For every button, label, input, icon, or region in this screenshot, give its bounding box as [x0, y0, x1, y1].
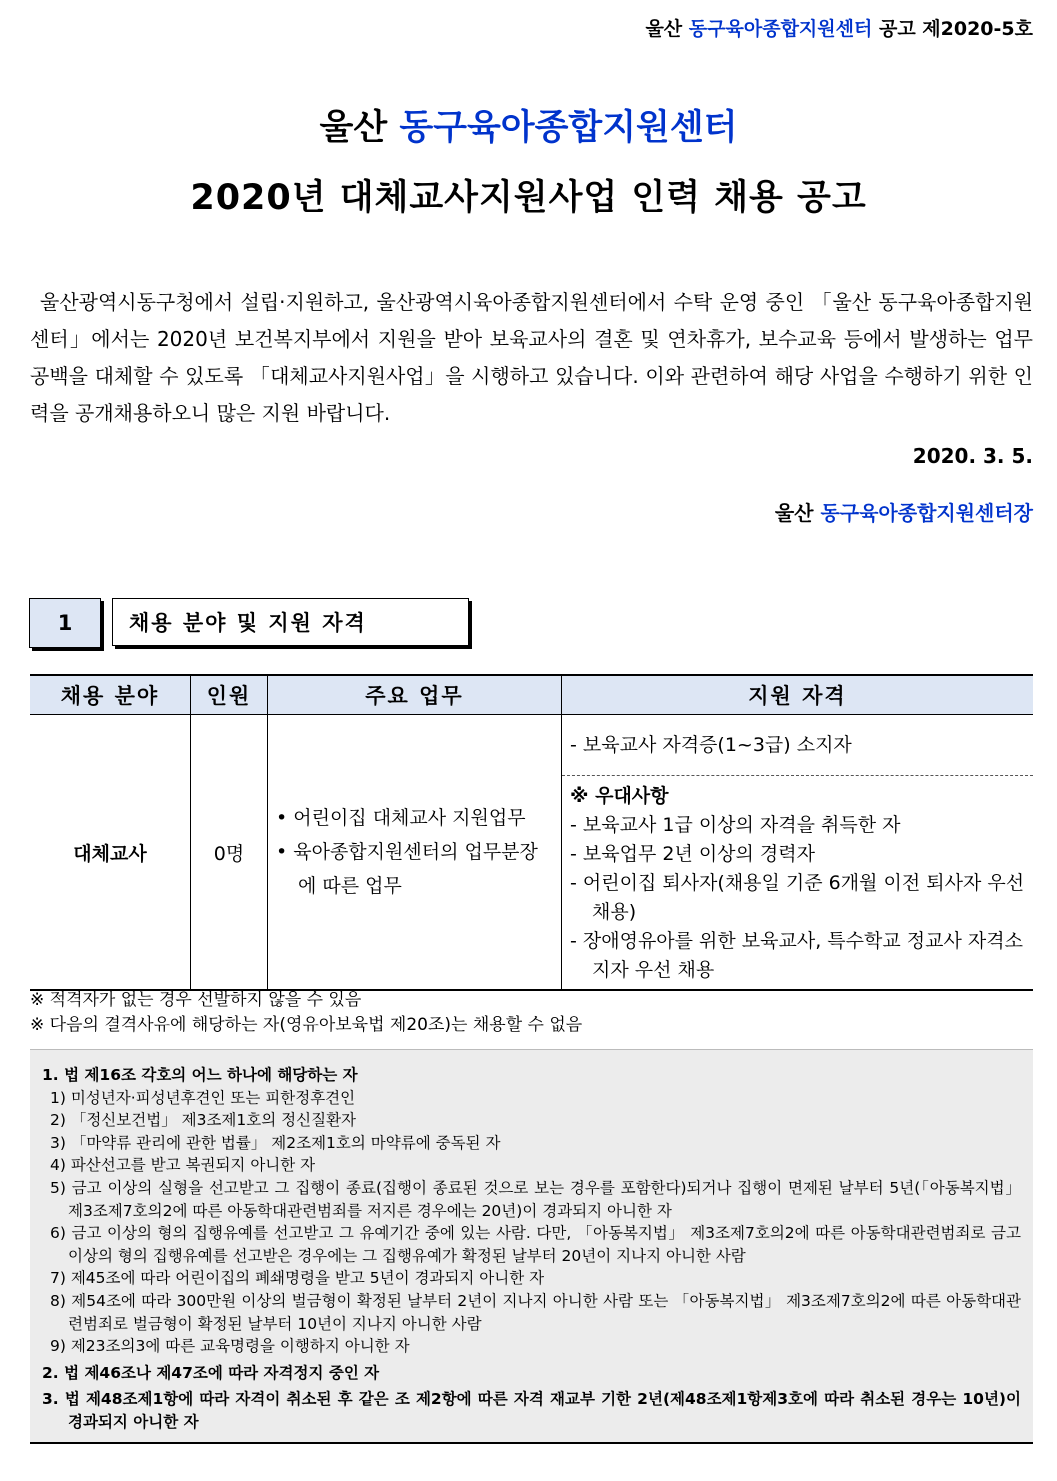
- preference-block: [562, 776, 1033, 989]
- note-item: ※ 적격자가 없는 경우 선발하지 않을 수 있음: [30, 990, 362, 1010]
- title-prefix: 울산: [319, 108, 388, 148]
- disqualification-sub: 6) 금고 이상의 형의 집행유예를 선고받고 그 유예기간 중에 있는 사람. 다만, 「아동복지법」 제3조제7호의2에 따른 아동학대관련범죄로 금고 이상의 형의 집행유예를 선고받은 경우에는 그 집행유예가 확정된 날부터 20년이 지나지 아니한 사람: [50, 1224, 1021, 1265]
- disqualification-item: 1. 법 제16조 각호의 어느 하나에 해당하는 자: [42, 1066, 358, 1084]
- duty-item: • 육아종합지원센터의 업무분장에 따른 업무: [276, 841, 538, 897]
- preference-item: - 장애영유아를 위한 보육교사, 특수학교 정교사 자격소지자 우선 채용: [570, 930, 1023, 981]
- header-qualification: 지원 자격: [562, 675, 1034, 715]
- title-org: 동구육아종합지원센터: [399, 108, 738, 148]
- table-header-row: [30, 675, 1033, 715]
- table-row: [30, 715, 1033, 991]
- preference-item: - 보육교사 1급 이상의 자격을 취득한 자: [570, 814, 901, 836]
- notice-date: 2020. 3. 5.: [912, 444, 1033, 468]
- qualification-requirement: - 보육교사 자격증(1~3급) 소지자: [562, 715, 1033, 776]
- cell-duties: [268, 715, 562, 991]
- notice-org-prefix: 울산: [645, 18, 683, 40]
- signer: [775, 497, 1033, 526]
- cell-count: 0명: [191, 715, 268, 991]
- disqualification-sub: 7) 제45조에 따라 어린이집의 폐쇄명령을 받고 5년이 경과되지 아니한 자: [50, 1269, 545, 1288]
- notice-suffix: 공고 제2020-5호: [878, 18, 1033, 40]
- note-item: ※ 다음의 결격사유에 해당하는 자(영유아보육법 제20조)는 채용할 수 없음: [30, 1015, 583, 1035]
- notes: [30, 988, 582, 1038]
- header-count: 인원: [191, 675, 268, 715]
- header-duties: 주요 업무: [268, 675, 562, 715]
- disqualification-sub: 8) 제54조에 따라 300만원 이상의 벌금형이 확정된 날부터 2년이 지나지 아니한 사람 또는 「아동복지법」 제3조제7호의2에 따른 아동학대관련범죄로 벌금형이 확정된 날부터 10년이 지나지 아니한 사람: [50, 1291, 1021, 1333]
- section-title: 채용 분야 및 지원 자격: [112, 598, 469, 646]
- page-subtitle: 2020년 대체교사지원사업 인력 채용 공고: [190, 178, 867, 218]
- disqualification-sub: 2) 「정신보건법」 제3조제1호의 정신질환자: [50, 1111, 357, 1130]
- recruitment-table: [30, 674, 1033, 991]
- cell-field: 대체교사: [30, 715, 191, 991]
- preference-item: - 보육업무 2년 이상의 경력자: [570, 843, 815, 865]
- disqualification-item: 3. 법 제48조제1항에 따라 자격이 취소된 후 같은 조 제2항에 따른 자격 재교부 기한 2년(제48조제1항제3호에 따라 취소된 경우는 10년)이 경과되지 아니한 자: [42, 1390, 1021, 1431]
- disqualification-sub: 9) 제23조의3에 따른 교육명령을 이행하지 아니한 자: [50, 1337, 410, 1356]
- page-title: [0, 100, 1057, 150]
- preference-item: - 어린이집 퇴사자(채용일 기준 6개월 이전 퇴사자 우선 채용): [570, 872, 1025, 923]
- disqualification-sub: 4) 파산선고를 받고 복권되지 아니한 자: [50, 1156, 316, 1175]
- disqualification-sub: 3) 「마약류 관리에 관한 법률」 제2조제1호의 마약류에 중독된 자: [50, 1133, 501, 1152]
- section-number: 1: [29, 598, 101, 648]
- header-field: 채용 분야: [30, 675, 191, 715]
- intro-paragraph: 울산광역시동구청에서 설립·지원하고, 울산광역시육아종합지원센터에서 수탁 운영 중인 「울산 동구육아종합지원센터」에서는 2020년 보건복지부에서 지원을 받아 보육교사의 결혼 및 연차휴가, 보수교육 등에서 발생하는 업무 공백을 대체할 수 있도록 「대체교사지원사업」을 시행하고 있습니다. 이와 관련하여 해당 사업을 수행하기 위한 인력을 공개채용하오니 많은 지원 바랍니다.: [30, 290, 1033, 425]
- cell-qualification: [562, 715, 1034, 991]
- disqualification-sub: 5) 금고 이상의 실형을 선고받고 그 집행이 종료(집행이 종료된 것으로 보는 경우를 포함한다)되거나 집행이 면제된 날부터 5년(「아동복지법」 제3조제7호의2에 따른 아동학대관련범죄를 저지른 경우에는 20년)이 경과되지 아니한 자: [50, 1178, 1021, 1220]
- duty-item: • 어린이집 대체교사 지원업무: [276, 807, 526, 829]
- disqualification-box: [30, 1049, 1033, 1444]
- notice-org-name: 동구육아종합지원센터: [688, 18, 873, 40]
- signer-prefix: 울산: [774, 501, 814, 525]
- preference-heading: ※ 우대사항: [570, 785, 669, 807]
- duty-list: [268, 801, 561, 903]
- notice-number: [645, 14, 1033, 41]
- disqualification-sub: 1) 미성년자·피성년후견인 또는 피한정후견인: [50, 1088, 356, 1107]
- disqualification-item: 2. 법 제46조나 제47조에 따라 자격정지 중인 자: [42, 1363, 380, 1382]
- signer-org: 동구육아종합지원센터장: [820, 501, 1033, 525]
